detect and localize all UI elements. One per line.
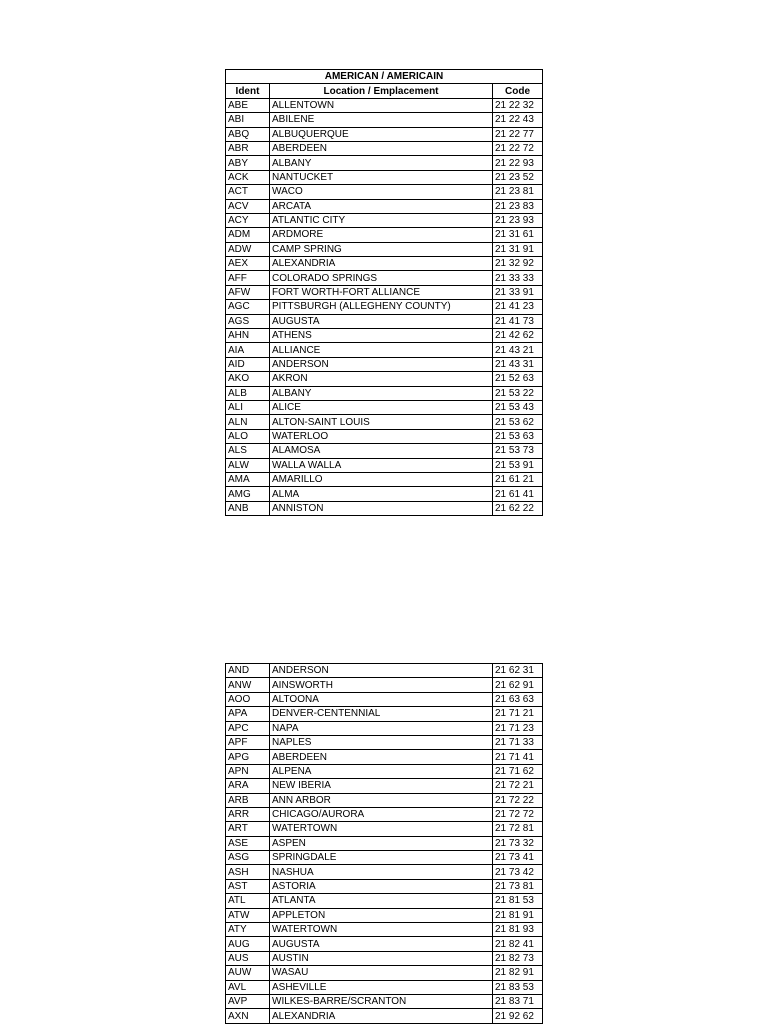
ident-cell: AOO (226, 692, 270, 706)
table-title: AMERICAN / AMERICAIN (226, 70, 543, 84)
code-cell: 21 73 42 (493, 865, 543, 879)
table-row (226, 185, 543, 199)
table-row (226, 415, 543, 429)
location-cell: APPLETON (270, 908, 493, 922)
location-cell: CHICAGO/AURORA (270, 807, 493, 821)
code-cell: 21 23 83 (493, 199, 543, 213)
code-cell: 21 53 63 (493, 429, 543, 443)
code-cell: 21 53 91 (493, 458, 543, 472)
table-row (226, 779, 543, 793)
ident-cell: AFF (226, 271, 270, 285)
location-cell: ABERDEEN (270, 141, 493, 155)
code-cell: 21 41 73 (493, 314, 543, 328)
ident-cell: APN (226, 764, 270, 778)
table-row (226, 1009, 543, 1023)
ident-cell: AMG (226, 487, 270, 501)
ident-cell: ALS (226, 444, 270, 458)
code-cell: 21 23 93 (493, 213, 543, 227)
code-cell: 21 41 23 (493, 300, 543, 314)
table-row (226, 851, 543, 865)
ident-cell: AGS (226, 314, 270, 328)
table-row (226, 735, 543, 749)
code-cell: 21 81 53 (493, 894, 543, 908)
ident-cell: ABI (226, 113, 270, 127)
table-row (226, 199, 543, 213)
table-row (226, 678, 543, 692)
ident-cell: ABR (226, 141, 270, 155)
ident-cell: APF (226, 735, 270, 749)
location-cell: AUSTIN (270, 951, 493, 965)
location-cell: ALBANY (270, 386, 493, 400)
ident-cell: ASH (226, 865, 270, 879)
location-cell: WATERLOO (270, 429, 493, 443)
code-cell: 21 61 21 (493, 472, 543, 486)
code-cell: 21 83 71 (493, 994, 543, 1008)
ident-cell: ABE (226, 98, 270, 112)
table-row (226, 458, 543, 472)
table-row (226, 228, 543, 242)
location-cell: WATERTOWN (270, 822, 493, 836)
location-cell: COLORADO SPRINGS (270, 271, 493, 285)
ident-cell: AFW (226, 285, 270, 299)
table-row (226, 113, 543, 127)
code-cell: 21 71 62 (493, 764, 543, 778)
table-row (226, 242, 543, 256)
location-cell: ALLENTOWN (270, 98, 493, 112)
location-cell: ALLIANCE (270, 343, 493, 357)
column-header-row (226, 84, 543, 98)
ident-cell: ASG (226, 851, 270, 865)
location-cell: ATHENS (270, 329, 493, 343)
code-cell: 21 33 91 (493, 285, 543, 299)
table-row (226, 764, 543, 778)
ident-cell: AUS (226, 951, 270, 965)
table-row (226, 343, 543, 357)
code-cell: 21 72 21 (493, 779, 543, 793)
ident-cell: AUG (226, 937, 270, 951)
code-cell: 21 22 93 (493, 156, 543, 170)
ident-cell: AGC (226, 300, 270, 314)
location-cell: ANDERSON (270, 357, 493, 371)
code-cell: 21 62 31 (493, 664, 543, 678)
location-cell: NEW IBERIA (270, 779, 493, 793)
ident-cell: AVP (226, 994, 270, 1008)
code-cell: 21 61 41 (493, 487, 543, 501)
table-row (226, 213, 543, 227)
ident-cell: AND (226, 664, 270, 678)
table-row (226, 692, 543, 706)
code-cell: 21 53 43 (493, 400, 543, 414)
location-cell: WATERTOWN (270, 923, 493, 937)
location-cell: DENVER-CENTENNIAL (270, 707, 493, 721)
location-cell: ANDERSON (270, 664, 493, 678)
ident-cell: AVL (226, 980, 270, 994)
location-cell: WACO (270, 185, 493, 199)
table-row (226, 664, 543, 678)
table-row (226, 271, 543, 285)
location-cell: ANNISTON (270, 501, 493, 515)
table-row (226, 98, 543, 112)
table-body-part-1 (226, 98, 543, 515)
location-cell: ASTORIA (270, 879, 493, 893)
ident-cell: ALB (226, 386, 270, 400)
ident-cell: ACK (226, 170, 270, 184)
table-row (226, 894, 543, 908)
table-row (226, 357, 543, 371)
table-row (226, 721, 543, 735)
ident-cell: ALI (226, 400, 270, 414)
ident-cell: ATW (226, 908, 270, 922)
ident-cell: ATL (226, 894, 270, 908)
ident-cell: APG (226, 750, 270, 764)
code-cell: 21 52 63 (493, 372, 543, 386)
location-cell: NAPLES (270, 735, 493, 749)
table-row (226, 300, 543, 314)
code-column-header: Code (493, 84, 543, 98)
table-row (226, 707, 543, 721)
ident-cell: AKO (226, 372, 270, 386)
code-cell: 21 31 91 (493, 242, 543, 256)
location-cell: ALBUQUERQUE (270, 127, 493, 141)
table-row (226, 285, 543, 299)
ident-cell: ATY (226, 923, 270, 937)
location-cell: WALLA WALLA (270, 458, 493, 472)
code-cell: 21 71 41 (493, 750, 543, 764)
ident-cell: AHN (226, 329, 270, 343)
location-cell: WASAU (270, 966, 493, 980)
code-cell: 21 23 52 (493, 170, 543, 184)
code-cell: 21 83 53 (493, 980, 543, 994)
code-cell: 21 33 33 (493, 271, 543, 285)
ident-cell: ACY (226, 213, 270, 227)
code-cell: 21 72 22 (493, 793, 543, 807)
table-row (226, 879, 543, 893)
table-row (226, 980, 543, 994)
ident-cell: ADM (226, 228, 270, 242)
code-cell: 21 62 91 (493, 678, 543, 692)
code-cell: 21 53 73 (493, 444, 543, 458)
code-cell: 21 82 41 (493, 937, 543, 951)
location-cell: ALPENA (270, 764, 493, 778)
code-cell: 21 63 63 (493, 692, 543, 706)
code-cell: 21 73 32 (493, 836, 543, 850)
location-cell: ASHEVILLE (270, 980, 493, 994)
location-cell: ARDMORE (270, 228, 493, 242)
location-cell: ARCATA (270, 199, 493, 213)
location-cell: SPRINGDALE (270, 851, 493, 865)
location-cell: ALTOONA (270, 692, 493, 706)
code-cell: 21 22 43 (493, 113, 543, 127)
location-cell: ATLANTA (270, 894, 493, 908)
ident-cell: ACT (226, 185, 270, 199)
location-cell: NANTUCKET (270, 170, 493, 184)
code-cell: 21 43 21 (493, 343, 543, 357)
ident-cell: ALW (226, 458, 270, 472)
code-cell: 21 23 81 (493, 185, 543, 199)
code-cell: 21 31 61 (493, 228, 543, 242)
table-row (226, 937, 543, 951)
location-cell: ALTON-SAINT LOUIS (270, 415, 493, 429)
code-cell: 21 43 31 (493, 357, 543, 371)
ident-cell: ANW (226, 678, 270, 692)
code-cell: 21 71 23 (493, 721, 543, 735)
table-row (226, 156, 543, 170)
identifier-table-part-1 (225, 69, 543, 516)
location-cell: ANN ARBOR (270, 793, 493, 807)
table-row (226, 836, 543, 850)
location-cell: ALBANY (270, 156, 493, 170)
table-row (226, 793, 543, 807)
table-row (226, 865, 543, 879)
code-cell: 21 81 91 (493, 908, 543, 922)
table-row (226, 966, 543, 980)
table-row (226, 487, 543, 501)
location-cell: AKRON (270, 372, 493, 386)
table-row (226, 807, 543, 821)
code-cell: 21 72 81 (493, 822, 543, 836)
table-row (226, 951, 543, 965)
code-cell: 21 71 33 (493, 735, 543, 749)
code-cell: 21 42 62 (493, 329, 543, 343)
location-cell: NAPA (270, 721, 493, 735)
location-cell: ALEXANDRIA (270, 1009, 493, 1023)
code-cell: 21 82 91 (493, 966, 543, 980)
table-row (226, 257, 543, 271)
ident-cell: ALN (226, 415, 270, 429)
table-row (226, 429, 543, 443)
code-cell: 21 22 72 (493, 141, 543, 155)
location-cell: ALMA (270, 487, 493, 501)
ident-cell: AUW (226, 966, 270, 980)
table-row (226, 141, 543, 155)
ident-cell: APC (226, 721, 270, 735)
ident-cell: AXN (226, 1009, 270, 1023)
code-cell: 21 81 93 (493, 923, 543, 937)
table-row (226, 314, 543, 328)
ident-cell: ACV (226, 199, 270, 213)
location-cell: AUGUSTA (270, 937, 493, 951)
location-cell: ATLANTIC CITY (270, 213, 493, 227)
table-row (226, 908, 543, 922)
table-row (226, 822, 543, 836)
code-cell: 21 53 62 (493, 415, 543, 429)
location-cell: FORT WORTH-FORT ALLIANCE (270, 285, 493, 299)
ident-column-header: Ident (226, 84, 270, 98)
location-cell: WILKES-BARRE/SCRANTON (270, 994, 493, 1008)
ident-cell: AMA (226, 472, 270, 486)
location-cell: ALEXANDRIA (270, 257, 493, 271)
location-cell: ALAMOSA (270, 444, 493, 458)
location-cell: AUGUSTA (270, 314, 493, 328)
table-row (226, 400, 543, 414)
table-row (226, 386, 543, 400)
table-row (226, 329, 543, 343)
table-body-part-2 (226, 664, 543, 1024)
table-row (226, 923, 543, 937)
ident-cell: APA (226, 707, 270, 721)
ident-cell: AST (226, 879, 270, 893)
code-cell: 21 71 21 (493, 707, 543, 721)
location-cell: NASHUA (270, 865, 493, 879)
ident-cell: AID (226, 357, 270, 371)
code-cell: 21 22 32 (493, 98, 543, 112)
ident-cell: ART (226, 822, 270, 836)
code-cell: 21 53 22 (493, 386, 543, 400)
code-cell: 21 73 81 (493, 879, 543, 893)
ident-cell: ALO (226, 429, 270, 443)
table-row (226, 472, 543, 486)
ident-cell: ARB (226, 793, 270, 807)
table-row (226, 750, 543, 764)
location-cell: ABERDEEN (270, 750, 493, 764)
ident-cell: ABY (226, 156, 270, 170)
code-cell: 21 32 92 (493, 257, 543, 271)
ident-cell: ABQ (226, 127, 270, 141)
table-row (226, 444, 543, 458)
location-cell: ABILENE (270, 113, 493, 127)
table-row (226, 127, 543, 141)
location-cell: CAMP SPRING (270, 242, 493, 256)
location-cell: AINSWORTH (270, 678, 493, 692)
table-row (226, 170, 543, 184)
ident-cell: ARA (226, 779, 270, 793)
location-column-header: Location / Emplacement (270, 84, 493, 98)
ident-cell: AEX (226, 257, 270, 271)
identifier-table-part-2 (225, 663, 543, 1024)
ident-cell: ANB (226, 501, 270, 515)
table-title-row (226, 70, 543, 84)
code-cell: 21 82 73 (493, 951, 543, 965)
table-row (226, 372, 543, 386)
location-cell: ASPEN (270, 836, 493, 850)
code-cell: 21 62 22 (493, 501, 543, 515)
code-cell: 21 72 72 (493, 807, 543, 821)
ident-cell: ARR (226, 807, 270, 821)
table-row (226, 501, 543, 515)
code-cell: 21 92 62 (493, 1009, 543, 1023)
location-cell: AMARILLO (270, 472, 493, 486)
ident-cell: ADW (226, 242, 270, 256)
table-row (226, 994, 543, 1008)
location-cell: ALICE (270, 400, 493, 414)
location-cell: PITTSBURGH (ALLEGHENY COUNTY) (270, 300, 493, 314)
code-cell: 21 22 77 (493, 127, 543, 141)
ident-cell: AIA (226, 343, 270, 357)
code-cell: 21 73 41 (493, 851, 543, 865)
ident-cell: ASE (226, 836, 270, 850)
